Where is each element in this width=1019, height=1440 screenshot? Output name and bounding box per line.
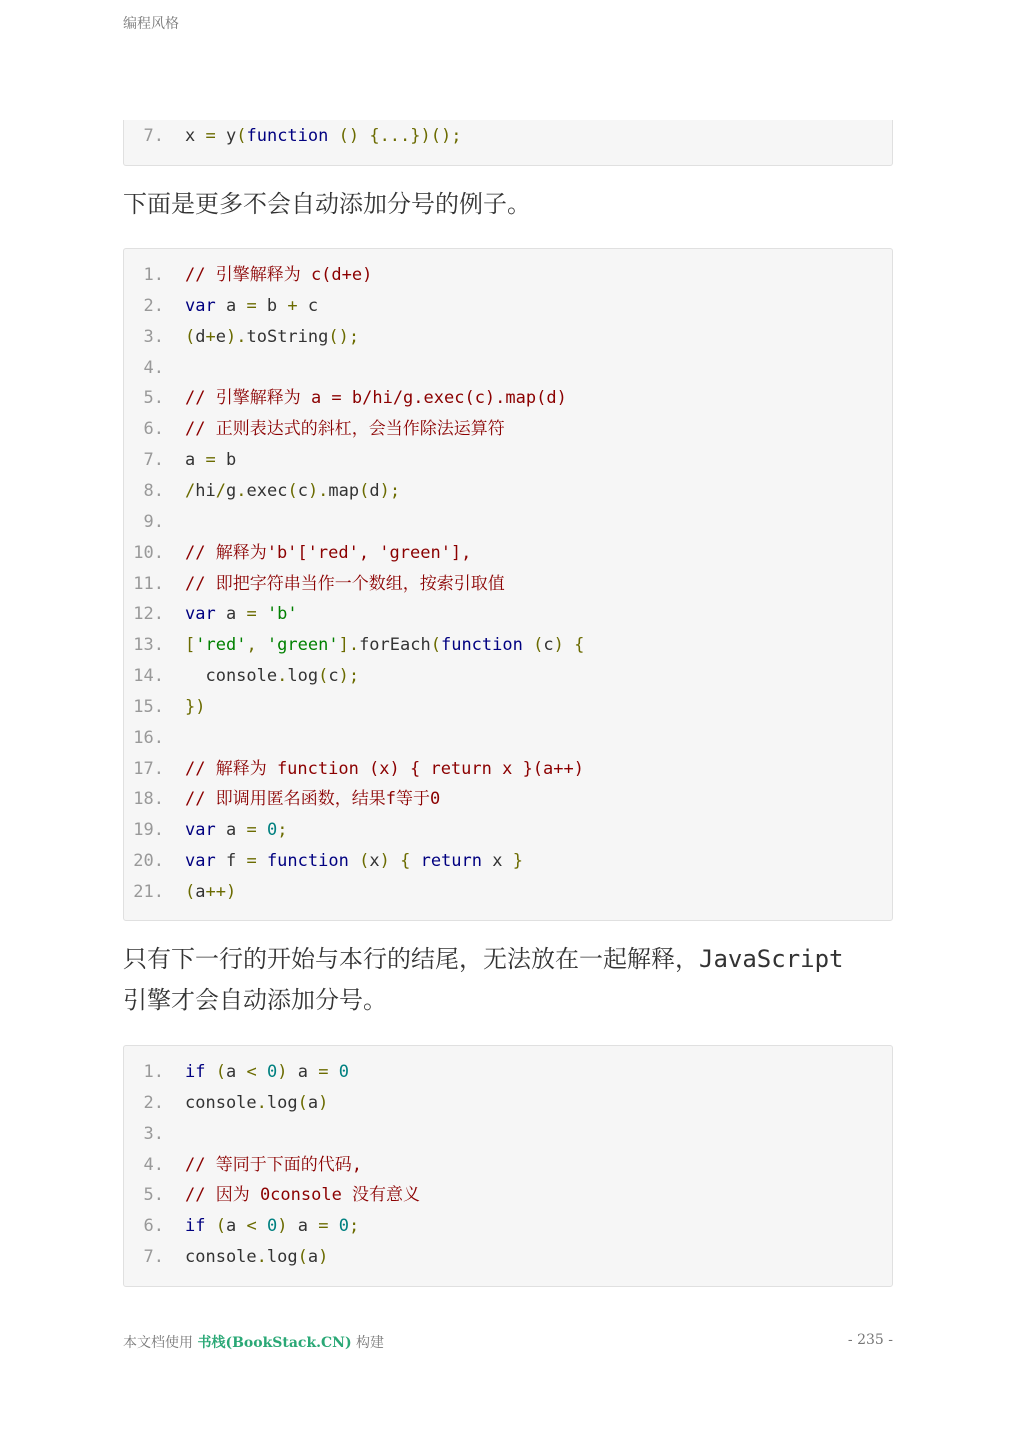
code-token: a (287, 1062, 319, 1082)
code-line (124, 479, 892, 503)
code-token: console (185, 1092, 257, 1113)
code-token: exec (246, 480, 288, 501)
code-token: = (246, 295, 257, 316)
code-token: . (277, 666, 288, 687)
code-token (205, 1062, 215, 1082)
code-text (185, 1183, 420, 1207)
code-line (124, 849, 892, 873)
line-number: 7. (143, 450, 164, 471)
code-block-if-example (123, 1045, 893, 1287)
code-token: var (185, 604, 216, 625)
code-token: (); (328, 326, 360, 347)
footer-credit (123, 1332, 384, 1352)
code-token: // 等同于下面的代码, (185, 1154, 362, 1175)
code-token: // 正则表达式的斜杠，会当作除法运算符 (185, 419, 505, 440)
code-line (124, 1060, 892, 1084)
code-token: function (246, 126, 329, 146)
code-token: var (185, 295, 216, 316)
code-token: ; (348, 1216, 360, 1237)
line-number: 6. (143, 1216, 164, 1237)
code-text (185, 818, 287, 842)
code-token (410, 851, 420, 871)
code-line (124, 726, 892, 750)
code-token: ( (215, 1216, 226, 1237)
code-text (185, 757, 584, 781)
line-number: 2. (143, 1092, 164, 1113)
code-token: g (225, 480, 237, 501)
code-token: { (400, 851, 411, 872)
code-token: ). (226, 326, 247, 347)
code-token (390, 851, 400, 871)
line-number: 14. (133, 666, 164, 687)
code-token: ( (236, 126, 247, 146)
code-token: < (246, 1216, 257, 1237)
code-token: + (287, 295, 298, 316)
footer-prefix: 本文档使用 (123, 1335, 198, 1351)
code-token: d (195, 326, 206, 347)
line-number: 1. (143, 1062, 164, 1082)
line-number: 18. (133, 789, 164, 810)
code-token: / (185, 480, 196, 501)
line-number: 8. (143, 480, 164, 501)
code-line (124, 1214, 892, 1238)
code-token: ) (318, 1247, 329, 1268)
code-token: 'red' (195, 635, 247, 656)
code-text (185, 1245, 328, 1269)
code-line (124, 1245, 892, 1269)
code-text (185, 602, 298, 626)
code-token: c (297, 480, 308, 501)
code-token: = (205, 450, 216, 471)
code-text (185, 849, 523, 873)
code-token: f (215, 851, 247, 872)
code-token: // 解释为 function (x) { return x }(a++) (185, 758, 584, 779)
code-token: } (512, 851, 523, 872)
code-token: ); (338, 666, 360, 687)
code-line (124, 263, 892, 287)
code-line (124, 325, 892, 349)
code-token: + (205, 326, 216, 347)
line-number: 3. (143, 326, 164, 347)
code-token: b (215, 450, 237, 471)
line-number: 13. (133, 635, 164, 656)
code-token (523, 635, 533, 655)
line-number: 12. (133, 604, 164, 625)
code-token: if (185, 1216, 206, 1237)
code-token (257, 820, 267, 840)
code-text (185, 541, 471, 565)
code-token: a (287, 1216, 319, 1237)
code-token: forEach (359, 635, 431, 656)
code-token: ( (185, 882, 196, 902)
line-number: 4. (143, 1154, 164, 1175)
code-token: c (297, 295, 319, 316)
code-block-fragment (123, 120, 893, 166)
code-token: { (574, 635, 585, 656)
paragraph-asi-rule (123, 939, 893, 1021)
code-token: toString (246, 326, 329, 347)
code-token: console (185, 1247, 257, 1268)
code-text (185, 695, 205, 719)
code-token: ( (185, 326, 196, 347)
code-token: a (215, 604, 247, 625)
code-text (185, 1060, 349, 1084)
paragraph-more-examples: 下面是更多不会自动添加分号的例子。 (123, 190, 531, 218)
line-number: 20. (133, 851, 164, 872)
code-line (124, 1122, 892, 1146)
code-token: log (266, 1092, 298, 1113)
code-token: ) (277, 1062, 288, 1082)
code-token: e (215, 326, 226, 347)
code-text (185, 448, 236, 472)
code-token: a (307, 1247, 319, 1268)
line-number: 15. (133, 696, 164, 717)
line-number: 16. (133, 727, 164, 748)
code-token: / (215, 480, 226, 501)
line-number: 1. (143, 265, 164, 285)
code-token: ( (297, 1247, 308, 1268)
code-token: ) (277, 1216, 288, 1237)
code-text (185, 664, 359, 688)
line-number: 19. (133, 820, 164, 841)
code-token: . (236, 480, 247, 501)
code-text (185, 633, 584, 657)
code-token: // 因为 0console 没有意义 (185, 1185, 421, 1206)
code-text (185, 325, 359, 349)
code-token (257, 1216, 267, 1236)
code-token: a (195, 882, 206, 902)
code-token: // 引擎解释为 c(d+e) (185, 265, 373, 285)
code-token (328, 1216, 338, 1236)
paragraph-asi-rule-javascript: JavaScript (699, 945, 844, 973)
code-token: a (225, 1062, 247, 1082)
code-line (124, 695, 892, 719)
code-token: log (287, 666, 319, 687)
code-text (185, 263, 372, 287)
code-line (124, 417, 892, 441)
line-number: 11. (133, 573, 164, 594)
code-token: b (256, 295, 288, 316)
line-number: 9. (143, 511, 164, 532)
line-number: 6. (143, 419, 164, 440)
code-line (124, 602, 892, 626)
code-token: = (246, 851, 257, 872)
page-header-title: 编程风格 (123, 16, 179, 32)
code-line (124, 633, 892, 657)
code-token: = (318, 1216, 329, 1237)
code-token: a (215, 295, 247, 316)
page-number: - 235 - (847, 1332, 893, 1348)
code-token (328, 126, 338, 146)
code-token: ]. (338, 635, 360, 656)
code-line (124, 386, 892, 410)
code-token: ) (553, 635, 564, 656)
code-token: = (318, 1062, 329, 1082)
code-token: ) (225, 882, 237, 902)
code-line (124, 1091, 892, 1115)
code-token: ( (533, 635, 544, 656)
code-token: x (482, 851, 513, 872)
code-token: hi (195, 480, 216, 501)
line-number: 5. (143, 388, 164, 409)
code-text (185, 1214, 359, 1238)
code-token: c (543, 635, 554, 656)
code-text (185, 294, 318, 318)
code-token: if (185, 1062, 206, 1082)
code-token: . (256, 1092, 267, 1113)
code-text (185, 124, 461, 148)
line-number: 7. (143, 126, 164, 146)
code-token: 0 (338, 1216, 349, 1237)
code-token: = (246, 820, 257, 841)
line-number: 17. (133, 758, 164, 779)
code-line (124, 787, 892, 811)
code-line (124, 448, 892, 472)
code-line (124, 1183, 892, 1207)
code-token: // 解释为'b'['red', 'green'], (185, 542, 472, 563)
code-line (124, 356, 892, 380)
code-token: ( (359, 480, 370, 501)
code-token (328, 1062, 338, 1082)
code-line (124, 572, 892, 596)
code-token: ); (379, 480, 401, 501)
code-token: 0 (266, 820, 278, 841)
code-token: // 引擎解释为 a = b/hi/g.exec(c).map(d) (185, 388, 567, 409)
line-number: 3. (143, 1123, 164, 1144)
line-number: 5. (143, 1185, 164, 1206)
code-line (124, 757, 892, 781)
code-token (195, 126, 205, 146)
code-token: . (256, 1247, 267, 1268)
line-number: 4. (143, 357, 164, 378)
code-token (349, 851, 359, 871)
code-token (257, 604, 267, 624)
code-token: ( (430, 635, 441, 656)
code-token: ). (307, 480, 329, 501)
code-token: console (185, 666, 278, 687)
code-line (124, 1153, 892, 1177)
code-line (124, 510, 892, 534)
code-token: 0 (266, 1062, 278, 1082)
code-token: [ (185, 635, 196, 656)
code-text (185, 1153, 362, 1177)
code-token: var (185, 820, 216, 841)
code-token: return (420, 851, 482, 872)
code-block-no-semicolon-examples (123, 248, 893, 921)
code-token: 0 (266, 1216, 278, 1237)
code-token: < (246, 1062, 257, 1082)
code-token (257, 1062, 267, 1082)
footer-brand-link[interactable]: 书栈(BookStack.CN) (197, 1335, 352, 1351)
code-token: var (185, 851, 216, 872)
code-token (257, 851, 267, 871)
code-token: // 即调用匿名函数，结果f等于0 (185, 789, 441, 810)
code-text (185, 880, 236, 904)
code-token: = (246, 604, 257, 625)
code-token: ++ (205, 882, 226, 902)
code-token: // 即把字符串当作一个数组，按索引取值 (185, 573, 505, 594)
code-token: ( (318, 666, 329, 687)
code-token: = (205, 126, 216, 146)
code-token: () {...})(); (338, 126, 462, 146)
line-number: 21. (133, 882, 164, 902)
code-token: ; (277, 820, 288, 841)
code-token: a (215, 820, 247, 841)
code-text (185, 479, 400, 503)
code-text (185, 417, 505, 441)
code-token: c (328, 666, 339, 687)
code-line (124, 880, 892, 904)
code-token: ( (359, 851, 370, 872)
footer-suffix: 构建 (351, 1335, 385, 1351)
code-token: , (246, 635, 267, 656)
code-token: 'green' (266, 635, 339, 656)
code-line (124, 124, 892, 148)
line-number: 2. (143, 295, 164, 316)
code-token: a (307, 1092, 319, 1113)
code-token: x (369, 851, 380, 872)
code-token: a (185, 450, 206, 471)
code-token: ( (297, 1092, 308, 1113)
code-text (185, 1091, 328, 1115)
code-token: x (185, 126, 196, 146)
line-number: 7. (143, 1247, 164, 1268)
code-token: function (440, 635, 523, 656)
code-token (564, 635, 574, 655)
code-text (185, 386, 567, 410)
code-token: y (215, 126, 237, 146)
code-token: 'b' (266, 604, 298, 625)
code-token: }) (185, 696, 206, 717)
code-token: map (328, 480, 360, 501)
code-line (124, 541, 892, 565)
code-token: function (266, 851, 349, 872)
code-token: log (266, 1247, 298, 1268)
paragraph-asi-rule-text-a: 只有下一行的开始与本行的结尾，无法放在一起解释， (123, 945, 699, 973)
line-number: 10. (133, 542, 164, 563)
code-text (185, 572, 505, 596)
code-line (124, 818, 892, 842)
code-token: ( (287, 480, 298, 501)
paragraph-asi-rule-text-b: 引擎才会自动添加分号。 (123, 986, 387, 1014)
code-token (205, 1216, 215, 1236)
code-token: ( (215, 1062, 226, 1082)
code-token: 0 (338, 1062, 349, 1082)
code-token: ) (318, 1092, 329, 1113)
code-token: ) (379, 851, 390, 872)
code-line (124, 294, 892, 318)
code-token: d (369, 480, 380, 501)
code-text (185, 787, 440, 811)
code-token: a (225, 1216, 247, 1237)
code-line (124, 664, 892, 688)
